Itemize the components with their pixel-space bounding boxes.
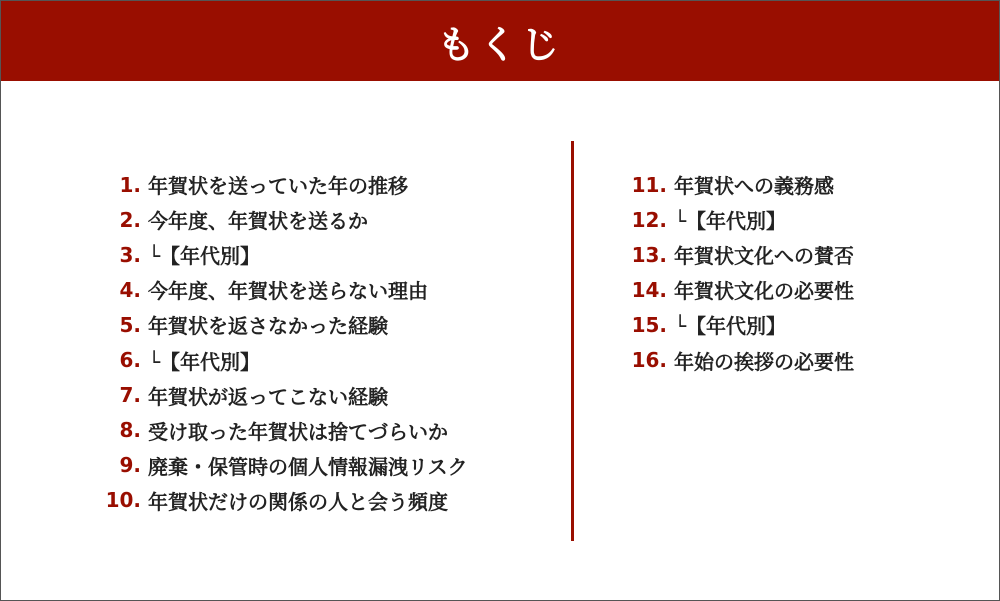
toc-item-number: 8. xyxy=(119,418,141,443)
toc-item-label: 今年度、年賀状を送るか xyxy=(148,209,368,234)
toc-item-label: └【年代別】 xyxy=(674,209,787,234)
toc-item-10[interactable] xyxy=(97,483,468,518)
toc-item-9[interactable] xyxy=(97,448,468,483)
toc-item-2[interactable] xyxy=(97,202,468,237)
toc-item-5[interactable] xyxy=(97,307,468,342)
toc-item-number: 5. xyxy=(119,312,141,337)
toc-item-number: 4. xyxy=(119,277,141,302)
toc-item-8[interactable] xyxy=(97,413,468,448)
toc-item-label: 年賀状への義務感 xyxy=(674,174,834,199)
toc-item-label: 年賀状文化への賛否 xyxy=(674,244,854,269)
toc-item-13[interactable] xyxy=(623,237,854,272)
toc-item-label: └【年代別】 xyxy=(674,314,787,339)
toc-right-column xyxy=(623,167,854,378)
toc-item-11[interactable] xyxy=(623,167,854,202)
toc-item-number: 10. xyxy=(105,488,141,513)
toc-item-number: 7. xyxy=(119,383,141,408)
toc-item-number: 11. xyxy=(631,172,667,197)
column-divider xyxy=(571,141,574,541)
toc-item-16[interactable] xyxy=(623,342,854,377)
toc-item-number: 2. xyxy=(119,207,141,232)
toc-item-label: 受け取った年賀状は捨てづらいか xyxy=(148,419,448,444)
toc-item-label: └【年代別】 xyxy=(148,349,261,374)
header-banner xyxy=(1,1,999,81)
toc-item-label: 今年度、年賀状を送らない理由 xyxy=(148,279,428,304)
toc-item-label: 年賀状だけの関係の人と会う頻度 xyxy=(148,489,448,514)
toc-item-14[interactable] xyxy=(623,272,854,307)
toc-item-label: 年賀状文化の必要性 xyxy=(674,279,854,304)
toc-item-number: 16. xyxy=(631,348,667,373)
toc-item-7[interactable] xyxy=(97,378,468,413)
toc-item-number: 6. xyxy=(119,348,141,373)
toc-item-number: 12. xyxy=(631,207,667,232)
toc-item-label: 年賀状が返ってこない経験 xyxy=(148,384,388,409)
page-title: もくじ xyxy=(436,22,563,67)
toc-item-3[interactable] xyxy=(97,237,468,272)
toc-left-column xyxy=(97,167,468,518)
toc-item-number: 15. xyxy=(631,312,667,337)
toc-item-label: └【年代別】 xyxy=(148,244,261,269)
toc-item-1[interactable] xyxy=(97,167,468,202)
toc-item-4[interactable] xyxy=(97,272,468,307)
toc-item-number: 3. xyxy=(119,242,141,267)
toc-item-label: 年賀状を返さなかった経験 xyxy=(148,314,388,339)
toc-item-number: 14. xyxy=(631,277,667,302)
toc-item-label: 廃棄・保管時の個人情報漏洩リスク xyxy=(148,454,468,479)
toc-item-number: 1. xyxy=(119,172,141,197)
toc-item-12[interactable] xyxy=(623,202,854,237)
toc-item-number: 9. xyxy=(119,453,141,478)
toc-item-label: 年始の挨拶の必要性 xyxy=(674,349,854,374)
toc-item-15[interactable] xyxy=(623,307,854,342)
toc-item-6[interactable] xyxy=(97,342,468,377)
toc-item-label: 年賀状を送っていた年の推移 xyxy=(148,174,408,199)
toc-item-number: 13. xyxy=(631,242,667,267)
